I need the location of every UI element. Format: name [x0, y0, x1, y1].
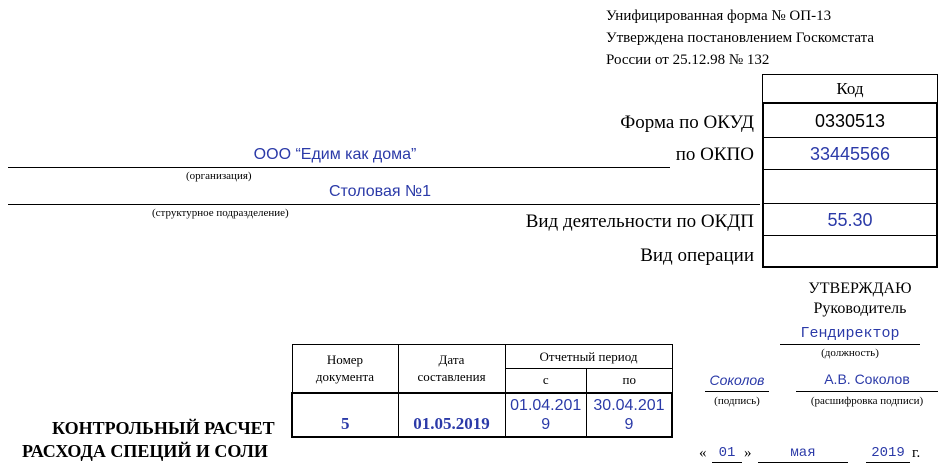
document-title-line1: КОНТРОЛЬНЫЙ РАСЧЕТ: [52, 418, 275, 438]
name-value: А.В. Соколов: [824, 371, 910, 387]
document-title-line2: РАСХОДА СПЕЦИЙ И СОЛИ: [22, 441, 268, 461]
period-to-line2: 9: [624, 415, 634, 433]
organization-name: ООО “Едим как дома”: [253, 146, 417, 163]
code-table: [762, 102, 938, 268]
date-close-quote: »: [744, 445, 752, 461]
period-from-line2: 9: [541, 415, 551, 433]
empty-code-cell: [764, 170, 936, 204]
name-caption: (расшифровка подписи): [810, 395, 924, 407]
form-header: [606, 5, 874, 71]
period-to: [586, 393, 672, 437]
form-header-line1: Унифицированная форма № ОП-13: [606, 8, 832, 24]
date-day: 01: [718, 445, 736, 461]
organization-caption: (организация): [186, 170, 252, 182]
col-date-text: Дата составления: [417, 352, 486, 385]
position-line: [780, 344, 920, 345]
okud-value: 0330513: [764, 102, 936, 138]
document-date: 01.05.2019: [398, 393, 505, 437]
date-month: мая: [790, 445, 816, 461]
position-value: Гендиректор: [800, 325, 900, 342]
signature-value: Соколов: [709, 372, 765, 388]
operation-label: Вид операции: [640, 245, 754, 266]
year-suffix: г.: [912, 445, 921, 461]
unit-caption: (структурное подразделение): [152, 207, 289, 219]
period-to-line1: 30.04.201: [593, 396, 665, 414]
col-period-header: Отчетный период: [505, 345, 672, 369]
okpo-label: по ОКПО: [675, 144, 754, 165]
unit-name: Столовая №1: [328, 183, 432, 200]
col-from-header: с: [505, 369, 586, 393]
date-year: 2019: [871, 445, 905, 461]
okdp-value: 55.30: [764, 204, 936, 236]
date-open-quote: «: [699, 445, 707, 461]
operation-value: [764, 236, 936, 266]
document-number: 5: [292, 393, 398, 437]
organization-line: [8, 167, 670, 168]
year-line: [866, 462, 910, 463]
form-header-line3: России от 25.12.98 № 132: [606, 52, 770, 68]
col-date-header: [398, 345, 505, 393]
col-to-header: по: [586, 369, 672, 393]
name-line: [796, 391, 938, 392]
col-number-header: [292, 345, 398, 393]
position-caption: (должность): [821, 347, 879, 359]
unit-line: [8, 204, 760, 205]
form-header-line2: Утверждена постановлением Госкомстата: [606, 30, 875, 46]
col-number-text: Номер документа: [315, 352, 375, 385]
period-from-line1: 01.04.201: [510, 396, 582, 414]
signature-line: [705, 391, 769, 392]
okud-label: Форма по ОКУД: [620, 112, 754, 133]
month-line: [758, 462, 848, 463]
document-table: [291, 344, 673, 438]
day-line: [712, 462, 742, 463]
approve-label: УТВЕРЖДАЮ: [808, 280, 912, 297]
okpo-value: 33445566: [764, 138, 936, 170]
signature-caption: (подпись): [714, 395, 760, 407]
okdp-label: Вид деятельности по ОКДП: [525, 211, 754, 232]
code-header: Код: [762, 74, 938, 104]
head-label: Руководитель: [813, 300, 907, 317]
period-from: [505, 393, 586, 437]
